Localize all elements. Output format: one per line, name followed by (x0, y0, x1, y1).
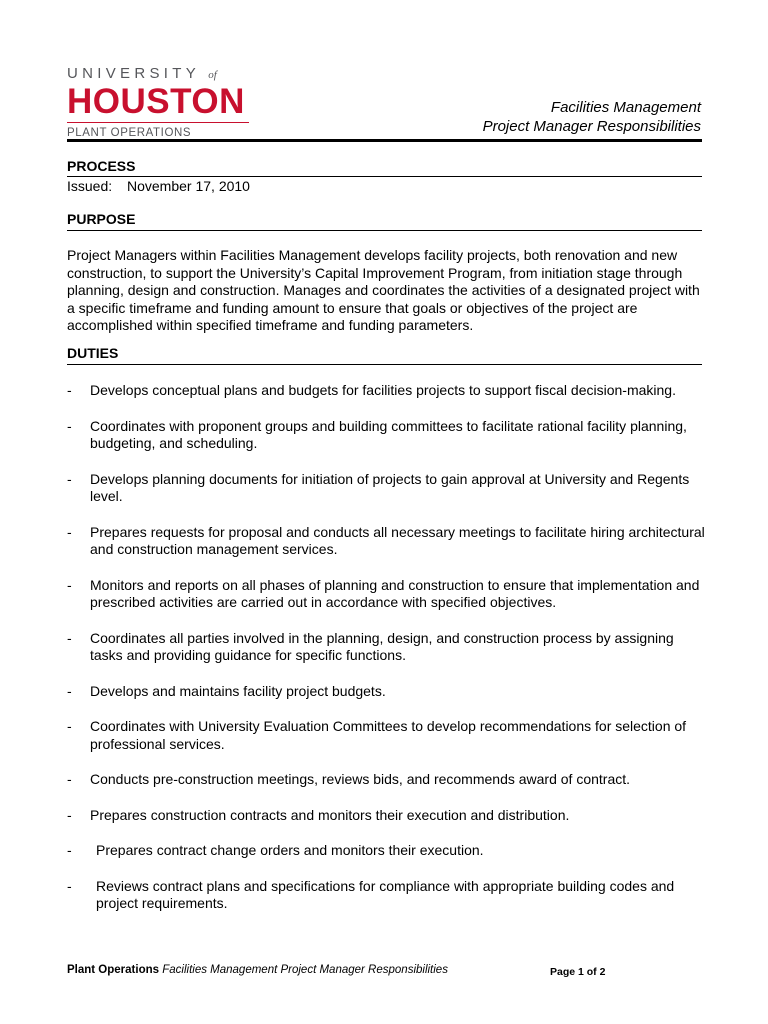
duty-line: prescribed activities are carried out in accordance with specified objectives. (90, 594, 557, 610)
duty-dash: - (67, 718, 72, 734)
page-footer (67, 963, 448, 977)
duty-line: Prepares contract change orders and monitors their execution. (96, 842, 484, 858)
purpose-line: planning, design and construction. Manages and coordinates the activities of a designated project with (67, 282, 700, 298)
duty-text (90, 630, 707, 665)
duty-item (67, 807, 707, 825)
page-number: Page 1 of 2 (550, 966, 606, 978)
duty-line: Prepares requests for proposal and conducts all necessary meetings to facilitate hiring architectural (90, 523, 705, 540)
duty-dash: - (67, 417, 72, 434)
duty-item (67, 842, 707, 860)
process-heading: PROCESS (67, 158, 136, 174)
duty-dash: - (67, 877, 72, 894)
duty-item (67, 577, 707, 612)
duty-line: professional services. (90, 735, 225, 752)
logo-university-text (67, 66, 249, 83)
duty-dash: - (67, 576, 72, 593)
duty-line: level. (90, 488, 123, 504)
duty-line: Develops conceptual plans and budgets for facilities projects to support fiscal decision-making. (90, 382, 676, 398)
purpose-paragraph (67, 247, 707, 335)
duty-dash: - (67, 470, 72, 487)
logo-divider (67, 122, 249, 123)
footer-department: Plant Operations (67, 964, 160, 976)
duties-divider (67, 364, 702, 365)
duty-item (67, 878, 707, 913)
duty-text (90, 471, 707, 506)
purpose-heading: PURPOSE (67, 211, 136, 227)
duty-dash: - (67, 629, 72, 646)
duty-line: Develops planning documents for initiation of projects to gain approval at University and Regents (90, 470, 690, 487)
duty-item (67, 418, 707, 453)
duty-dash: - (67, 771, 72, 787)
duty-item (67, 524, 707, 559)
issued-date: November 17, 2010 (127, 178, 250, 194)
duty-line: and construction management services. (90, 541, 338, 557)
duty-item (67, 718, 707, 753)
duty-text (90, 771, 707, 789)
duty-dash: - (67, 382, 72, 398)
duty-line: Coordinates with proponent groups and building committees to facilitate rational facility planning, (90, 417, 687, 434)
logo-houston-text: HOUSTON (67, 82, 245, 121)
process-divider (67, 176, 702, 177)
duties-list (67, 382, 707, 913)
purpose-line: a specific timeframe and funding amount to ensure that goals or objectives of the project are (67, 299, 638, 316)
duty-line: Conducts pre-construction meetings, reviews bids, and recommends award of contract. (90, 771, 631, 787)
duty-text (90, 807, 707, 825)
duty-item (67, 471, 707, 506)
header-line-1: Facilities Management (550, 99, 701, 116)
duty-text (96, 878, 707, 913)
duty-dash: - (67, 806, 72, 823)
duty-text (96, 842, 707, 860)
logo-plant-operations-text: PLANT OPERATIONS (67, 127, 192, 139)
university-logo (67, 66, 249, 140)
purpose-divider (67, 230, 702, 231)
duty-text (90, 683, 707, 701)
duty-text (90, 524, 707, 559)
duty-item (67, 683, 707, 701)
footer-document-title: Facilities Management Project Manager Responsibilities (162, 964, 448, 976)
duty-text (90, 577, 707, 612)
duty-line: Monitors and reports on all phases of planning and construction to ensure that implementation and (90, 576, 700, 593)
purpose-line: construction, to support the University’s Capital Improvement Program, from initiation stage through (67, 264, 683, 281)
logo-of-word: of (208, 69, 217, 81)
duty-text (90, 382, 707, 400)
header-divider (67, 139, 702, 142)
duty-line: tasks and providing guidance for specific functions. (90, 647, 406, 663)
purpose-line: Project Managers within Facilities Management develops facility projects, both renovation and new (67, 247, 678, 263)
issued-line (67, 178, 250, 195)
duty-line: budgeting, and scheduling. (90, 435, 258, 451)
duty-dash: - (67, 682, 72, 699)
duty-dash: - (67, 523, 72, 540)
duty-line: Coordinates all parties involved in the planning, design, and construction process by assigning (90, 629, 674, 646)
document-header-title (483, 98, 701, 136)
purpose-line: accomplished within specified timeframe and funding parameters. (67, 317, 474, 333)
duty-line: project requirements. (96, 895, 228, 911)
duty-line: Develops and maintains facility project budgets. (90, 682, 386, 699)
duties-heading: DUTIES (67, 345, 119, 361)
duty-text (90, 418, 707, 453)
header-line-2: Project Manager Responsibilities (482, 118, 701, 135)
duty-item (67, 382, 707, 400)
duty-item (67, 771, 707, 789)
duty-dash: - (67, 842, 72, 858)
duty-line: Reviews contract plans and specifications for compliance with appropriate building codes and (96, 877, 675, 894)
duty-text (90, 718, 707, 753)
logo-university-word: UNIVERSITY (67, 65, 200, 82)
duty-line: Coordinates with University Evaluation Committees to develop recommendations for selection of (90, 718, 687, 734)
duty-item (67, 630, 707, 665)
issued-label: Issued: (67, 178, 113, 194)
duty-line: Prepares construction contracts and monitors their execution and distribution. (90, 806, 570, 823)
